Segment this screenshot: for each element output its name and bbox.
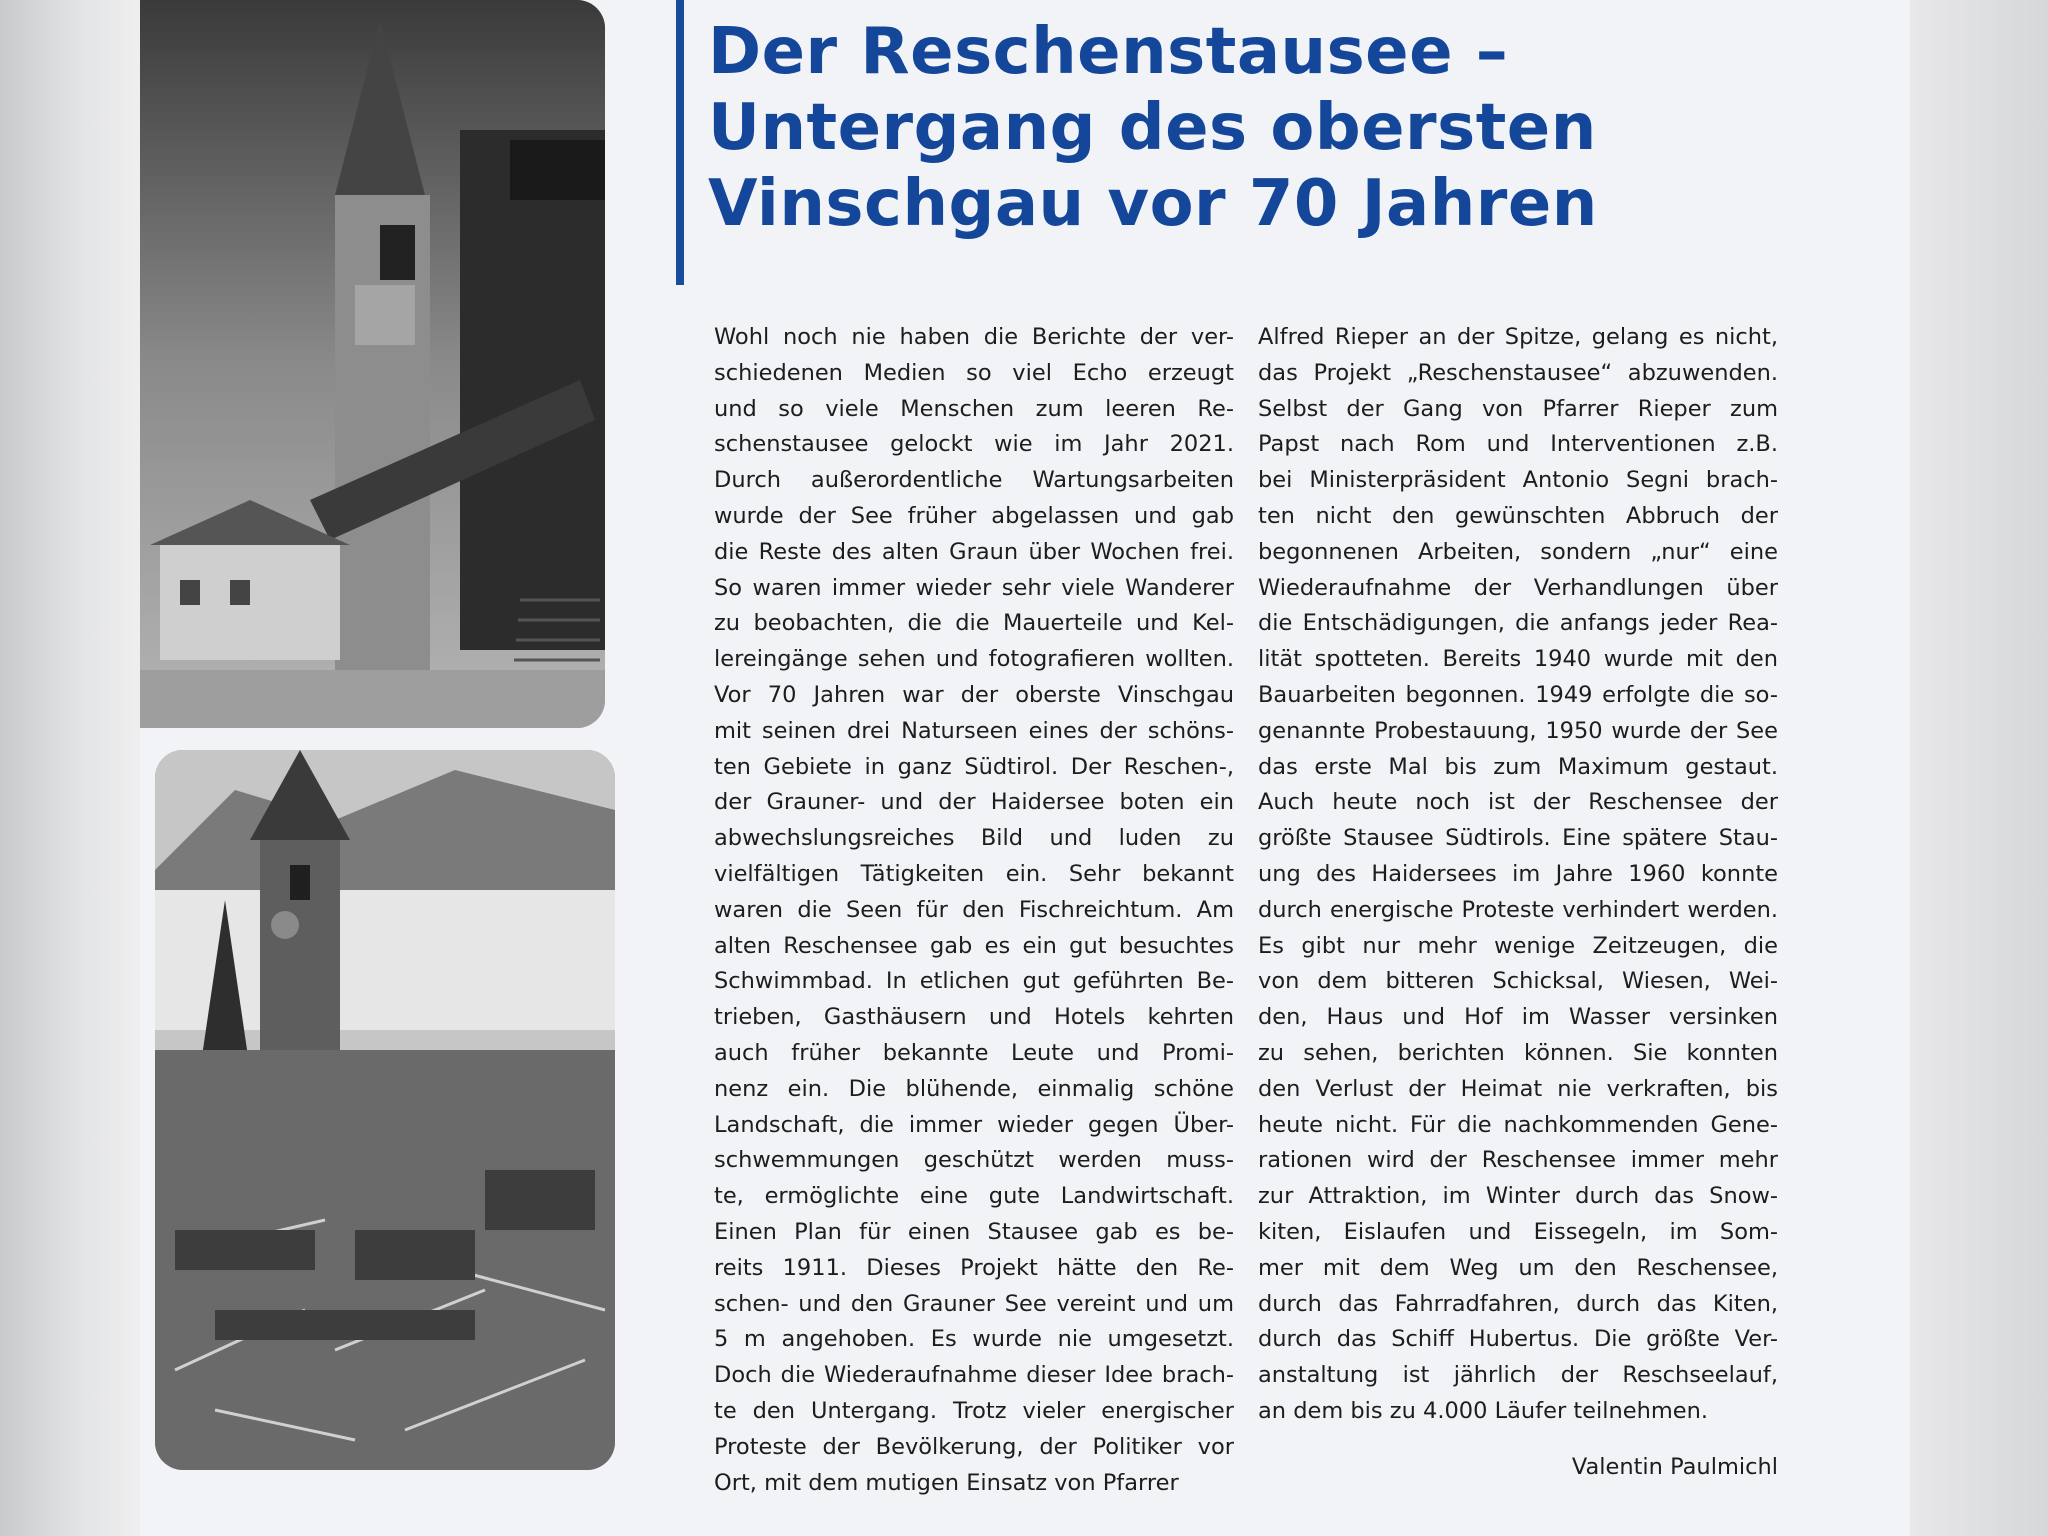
text-line: die Entschädigungen, die anfangs jeder Rea-: [1258, 610, 1778, 637]
text-line: größte Stausee Südtirols. Eine spätere Stau-: [1258, 825, 1778, 852]
photo-flooded-graun-ruins: [155, 750, 615, 1470]
author-byline: Valentin Paulmichl: [1571, 1454, 1778, 1480]
text-line: 5 m angehoben. Es wurde nie umgesetzt.: [714, 1326, 1234, 1353]
text-line: schwemmungen geschützt werden muss-: [714, 1147, 1234, 1174]
text-line: rationen wird der Reschensee immer mehr: [1258, 1147, 1778, 1174]
article-column-1: [714, 320, 1234, 1501]
text-line: mer mit dem Weg um den Reschensee,: [1258, 1254, 1778, 1281]
text-line: den, Haus und Hof im Wasser versinken: [1258, 1004, 1778, 1031]
text-line: zu beobachten, die die Mauerteile und Kel-: [714, 610, 1234, 637]
text-line: ten Gebiete in ganz Südtirol. Der Reschen-,: [714, 753, 1234, 780]
text-line: Bauarbeiten begonnen. 1949 erfolgte die so-: [1258, 681, 1778, 708]
text-line: ten nicht den gewünschten Abbruch der: [1258, 502, 1778, 529]
text-line: trieben, Gasthäusern und Hotels kehrten: [714, 1004, 1234, 1031]
text-line: schen- und den Grauner See vereint und um: [714, 1290, 1234, 1317]
text-line: zur Attraktion, im Winter durch das Snow-: [1258, 1183, 1778, 1210]
text-line: an dem bis zu 4.000 Läufer teilnehmen.: [1258, 1397, 1709, 1424]
text-line: Schwimmbad. In etlichen gut geführten Be-: [714, 968, 1234, 995]
text-line: schiedenen Medien so viel Echo erzeugt: [714, 359, 1234, 386]
text-line: Doch die Wiederaufnahme dieser Idee brach-: [714, 1362, 1234, 1389]
headline-line: Vinschgau vor 70 Jahren: [708, 167, 1598, 241]
text-line: durch das Schiff Hubertus. Die größte Ver-: [1258, 1326, 1778, 1353]
text-line: durch das Fahrradfahren, durch das Kiten,: [1258, 1290, 1778, 1317]
monitor-bezel-left: [0, 0, 140, 1536]
article-headline: [708, 14, 1888, 242]
text-line: te den Untergang. Trotz vieler energischer: [714, 1397, 1234, 1424]
text-line: Einen Plan für einen Stausee gab es be-: [714, 1218, 1234, 1245]
text-line: das erste Mal bis zum Maximum gestaut.: [1258, 753, 1778, 780]
text-line: reits 1911. Dieses Projekt hätte den Re-: [714, 1254, 1234, 1281]
monitor-bezel-right: [1910, 0, 2048, 1536]
text-line: nenz ein. Die blühende, einmalig schöne: [714, 1075, 1234, 1102]
text-line: Papst nach Rom und Interventionen z.B.: [1258, 431, 1778, 458]
text-line: auch früher bekannte Leute und Promi-: [714, 1039, 1234, 1066]
text-line: waren die Seen für den Fischreichtum. Am: [714, 896, 1234, 923]
text-line: begonnenen Arbeiten, sondern „nur“ eine: [1258, 538, 1778, 565]
text-line: Alfred Rieper an der Spitze, gelang es nicht,: [1258, 324, 1778, 350]
text-line: So waren immer wieder sehr viele Wanderer: [714, 574, 1234, 601]
text-line: abwechslungsreiches Bild und luden zu: [714, 825, 1234, 852]
magazine-page: [140, 0, 1910, 1536]
text-line: lereingänge sehen und fotografieren wollten.: [714, 646, 1234, 673]
text-line: Proteste der Bevölkerung, der Politiker vor: [714, 1433, 1234, 1460]
text-line: das Projekt „Reschenstausee“ abzuwenden.: [1258, 359, 1778, 386]
text-line: bei Ministerpräsident Antonio Segni brach-: [1258, 467, 1778, 494]
text-line: te, ermöglichte eine gute Landwirtschaft.: [714, 1183, 1234, 1210]
text-line: lität spotteten. Bereits 1940 wurde mit den: [1258, 646, 1778, 673]
text-line: Landschaft, die immer wieder gegen Über-: [714, 1111, 1234, 1138]
headline-line: Untergang des obersten: [708, 91, 1597, 165]
text-line: den Verlust der Heimat nie verkraften, bis: [1258, 1075, 1778, 1102]
text-line: Durch außerordentliche Wartungsarbeiten: [714, 467, 1234, 494]
text-line: genannte Probestauung, 1950 wurde der See: [1258, 717, 1778, 744]
headline-line: Der Reschenstausee –: [708, 15, 1509, 89]
text-line: alten Reschensee gab es ein gut besuchtes: [714, 932, 1234, 959]
text-line: wurde der See früher abgelassen und gab: [714, 502, 1234, 529]
text-line: Auch heute noch ist der Reschensee der: [1258, 789, 1778, 816]
title-accent-bar: [676, 0, 684, 285]
text-line: Es gibt nur mehr wenige Zeitzeugen, die: [1258, 932, 1778, 959]
text-line: kiten, Eislaufen und Eissegeln, im Som-: [1258, 1218, 1778, 1245]
text-line: Selbst der Gang von Pfarrer Rieper zum: [1258, 395, 1778, 422]
text-line: durch energische Proteste verhindert werden.: [1258, 896, 1778, 923]
text-line: zu sehen, berichten können. Sie konnten: [1258, 1039, 1778, 1066]
text-line: Wiederaufnahme der Verhandlungen über: [1258, 574, 1778, 601]
text-line: mit seinen drei Naturseen eines der schöns-: [714, 717, 1234, 744]
photo-old-graun-church-street: [140, 0, 605, 728]
text-line: die Reste des alten Graun über Wochen frei.: [714, 538, 1234, 565]
text-line: und so viele Menschen zum leeren Re-: [714, 395, 1234, 422]
text-line: vielfältigen Tätigkeiten ein. Sehr bekannt: [714, 860, 1234, 887]
text-line: heute nicht. Für die nachkommenden Gene-: [1258, 1111, 1778, 1138]
text-line: ung des Haidersees im Jahre 1960 konnte: [1258, 860, 1778, 887]
article-column-2: [1258, 320, 1778, 1430]
text-line: von dem bitteren Schicksal, Wiesen, Wei-: [1258, 968, 1778, 995]
text-line: Wohl noch nie haben die Berichte der ver-: [714, 324, 1234, 350]
text-line: Vor 70 Jahren war der oberste Vinschgau: [714, 681, 1234, 708]
text-line: Ort, mit dem mutigen Einsatz von Pfarrer: [714, 1469, 1179, 1496]
text-line: anstaltung ist jährlich der Reschseelauf,: [1258, 1362, 1778, 1389]
text-line: der Grauner- und der Haidersee boten ein: [714, 789, 1234, 816]
text-line: schenstausee gelockt wie im Jahr 2021.: [714, 431, 1234, 458]
